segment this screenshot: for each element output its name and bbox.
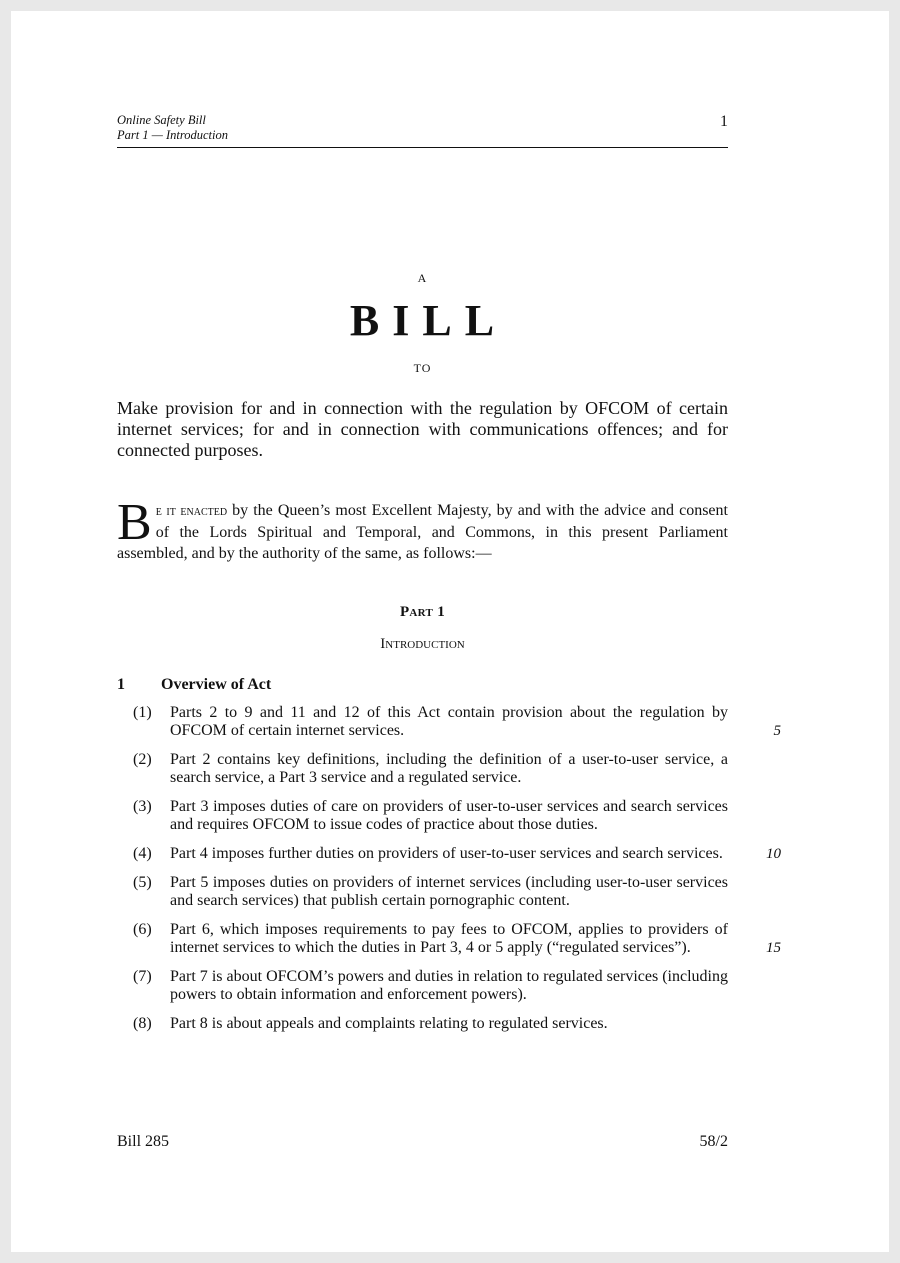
subsection-number: (1) — [133, 704, 152, 721]
section-heading — [117, 676, 728, 698]
subsection-number: (8) — [133, 1015, 152, 1032]
enacting-caps: e it enacted — [155, 504, 228, 519]
subsection — [117, 921, 781, 957]
subsection-text: Parts 2 to 9 and 11 and 12 of this Act contain provision about the regulation by OFCOM of certain internet services. — [170, 704, 728, 739]
footer-bill-number: Bill 285 — [117, 1133, 170, 1150]
subsection-list — [117, 704, 781, 1033]
subsection — [117, 751, 728, 787]
subsection — [117, 1015, 728, 1033]
long-title: Make provision for and in connection with the regulation by OFCOM of certain internet services; for and in connection with communications offences; and for connected purposes. — [117, 398, 728, 460]
subsection-number: (7) — [133, 968, 152, 985]
subsection-text: Part 7 is about OFCOM’s powers and duties in relation to regulated services (including powers to obtain information and enforcement powers). — [170, 968, 728, 1003]
header-page-number: 1 — [720, 113, 728, 130]
subsection — [117, 968, 728, 1004]
part-subheading: Introduction — [380, 636, 465, 652]
title-to: TO — [413, 361, 432, 375]
subsection — [117, 798, 728, 834]
subsection-text: Part 5 imposes duties on providers of internet services (including user-to-user services and search services) that publish certain pornographic content. — [170, 874, 728, 909]
subsection — [117, 845, 781, 863]
section-title: Overview of Act — [161, 676, 272, 693]
document-page — [11, 11, 889, 1252]
footer-print-reference: 58/2 — [699, 1133, 728, 1150]
section-number: 1 — [117, 676, 125, 693]
subsection-text: Part 6, which imposes requirements to pay fees to OFCOM, applies to providers of internet services to which the duties in Part 3, 4 or 5 apply (“regulated services”). — [170, 921, 728, 956]
subsection — [117, 704, 781, 740]
subsection-number: (6) — [133, 921, 152, 938]
line-number-marker: 5 — [773, 723, 781, 739]
page-content — [117, 113, 781, 1150]
subsection-text: Part 4 imposes further duties on providers of user-to-user services and search services. — [170, 845, 723, 862]
line-number-marker: 10 — [766, 846, 781, 862]
subsection-text: Part 8 is about appeals and complaints relating to regulated services. — [170, 1015, 608, 1032]
header-bill-title: Online Safety Bill — [117, 113, 206, 127]
subsection-text: Part 3 imposes duties of care on providers of user-to-user services and search services and requires OFCOM to issue codes of practice about those duties. — [170, 798, 728, 833]
subsection-text: Part 2 contains key definitions, including the definition of a user-to-user service, a search service, a Part 3 service and a regulated service. — [170, 751, 728, 786]
subsection-number: (5) — [133, 874, 152, 891]
line-number-marker: 15 — [766, 940, 781, 956]
bill-heading: BILL — [349, 296, 508, 345]
drop-cap: B — [117, 494, 152, 551]
enacting-formula — [117, 494, 728, 564]
subsection-number: (3) — [133, 798, 152, 815]
header-part-label: Part 1 — Introduction — [117, 128, 228, 142]
running-header — [117, 113, 728, 148]
subsection — [117, 874, 728, 910]
title-a: A — [417, 271, 428, 285]
subsection-number: (4) — [133, 845, 152, 862]
enacting-text: by the Queen’s most Excellent Majesty, by and with the advice and consent of the Lords Spiritual and Temporal, and Commons, in this present Parliament assembled, and by the authority of the same, as follows:— — [117, 502, 728, 562]
subsection-number: (2) — [133, 751, 152, 768]
part-heading: Part 1 — [399, 604, 446, 620]
